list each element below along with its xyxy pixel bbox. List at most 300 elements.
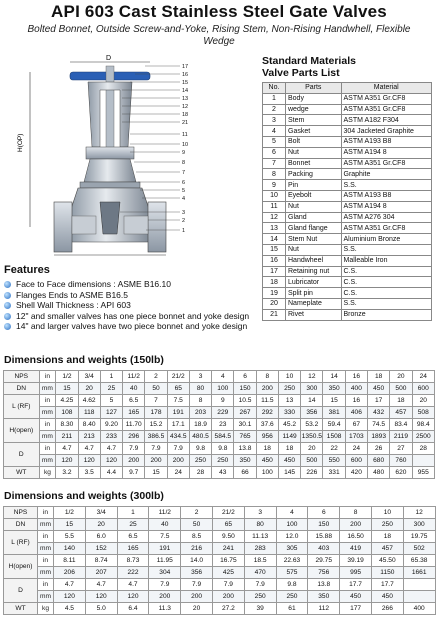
dims-row-label: WT (4, 603, 38, 615)
dims-cell: 213 (78, 431, 100, 443)
dims-cell: 457 (390, 407, 412, 419)
dims-cell: 40 (123, 383, 145, 395)
parts-row (263, 201, 432, 212)
dims-cell: 140 (54, 543, 86, 555)
dims-cell: 450 (368, 383, 390, 395)
dims-cell: 24 (412, 371, 434, 383)
feature-item (4, 311, 259, 322)
dims-cell: 65 (212, 519, 244, 531)
dims-cell: 7.5 (167, 395, 189, 407)
dims-cell: 23 (212, 419, 234, 431)
dims-cell: 66 (234, 467, 256, 479)
parts-list-table (262, 82, 432, 321)
dims-cell: 4.7 (117, 579, 149, 591)
dims-unit: kg (38, 603, 54, 615)
dims-cell: 406 (345, 407, 367, 419)
dims-cell: 11.5 (256, 395, 278, 407)
part-no: 15 (263, 244, 286, 255)
dims-cell: 250 (371, 519, 403, 531)
callout-number: 5 (182, 188, 186, 194)
dims-cell: 4.7 (54, 579, 86, 591)
dims-cell: 13 (278, 395, 300, 407)
callout-number: 10 (182, 142, 189, 148)
parts-row (263, 180, 432, 191)
dims-cell: 21/2 (212, 507, 244, 519)
dims-cell (403, 579, 435, 591)
dims-row (4, 531, 436, 543)
part-material: S.S. (341, 244, 432, 255)
bullet-icon (4, 292, 11, 299)
callout-number: 1 (182, 228, 186, 234)
dims-unit: in (39, 419, 56, 431)
dims-cell: 7.9 (149, 579, 181, 591)
dims-unit: in (39, 443, 56, 455)
dims-cell: 8 (256, 371, 278, 383)
dims-cell: 15 (56, 383, 78, 395)
callout-number: 16 (182, 72, 189, 78)
dims-cell: 20 (85, 519, 117, 531)
dims-cell: 9 (212, 395, 234, 407)
dims-cell: 1893 (368, 431, 390, 443)
dims-cell: 200 (340, 519, 372, 531)
dims-cell: 9.7 (123, 467, 145, 479)
part-material: ASTM A193 B8 (341, 136, 432, 147)
dims-cell: 7 (145, 395, 167, 407)
dims-cell: 207 (85, 567, 117, 579)
dims-cell: 30.1 (234, 419, 256, 431)
part-no: 16 (263, 255, 286, 266)
part-name: Nut (286, 244, 342, 255)
dims-cell: 400 (403, 603, 435, 615)
dims-cell: 203 (189, 407, 211, 419)
dims-cell: 39.19 (340, 555, 372, 567)
dims-cell: 9.8 (276, 579, 308, 591)
dims-cell: 14 (323, 371, 345, 383)
dims-cell: 1149 (278, 431, 300, 443)
dims-cell: 100 (212, 383, 234, 395)
dims-unit: kg (39, 467, 56, 479)
dims-cell: 2500 (412, 431, 434, 443)
part-material: Graphite (341, 169, 432, 180)
dims-cell (412, 455, 434, 467)
part-no: 10 (263, 190, 286, 201)
dims-cell: 16.50 (340, 531, 372, 543)
dims-cell: 10.5 (234, 395, 256, 407)
dims-cell: 350 (323, 383, 345, 395)
part-name: wedge (286, 104, 342, 115)
dims-cell: 3/4 (85, 507, 117, 519)
dims-cell: 4 (276, 507, 308, 519)
page-subtitle: Bolted Bonnet, Outside Screw-and-Yoke, Rising Stem, Non-Rising Handwhell, Flexible Wedge (27, 24, 411, 47)
dims-cell: 7.9 (212, 579, 244, 591)
features-title: Features (4, 264, 50, 276)
callout-number: 3 (182, 210, 186, 216)
dims-cell: 18 (390, 395, 412, 407)
part-name: Split pin (286, 288, 342, 299)
dims-cell: 120 (78, 455, 100, 467)
dims-cell: 1/2 (54, 507, 86, 519)
dims-cell: 15.2 (145, 419, 167, 431)
parts-row (263, 147, 432, 158)
dims-cell: 108 (56, 407, 78, 419)
feature-text: 14" and larger valves have two piece bonnet and yoke design (16, 321, 248, 332)
dims-row-label: WT (4, 467, 40, 479)
dims-cell: 150 (308, 519, 340, 531)
parts-row (263, 309, 432, 320)
parts-row (263, 190, 432, 201)
dims-row (4, 507, 436, 519)
dims-cell: 600 (345, 455, 367, 467)
dims-cell: 1350.5 (301, 431, 323, 443)
table-300lb-title: Dimensions and weights (300lb) (4, 490, 164, 502)
part-name: Handwheel (286, 255, 342, 266)
dims-cell: 500 (301, 455, 323, 467)
dims-cell: 331 (323, 467, 345, 479)
dims-row-label: D (4, 443, 40, 467)
dims-row (4, 591, 436, 603)
part-no: 1 (263, 93, 286, 104)
feature-item (4, 321, 259, 332)
dims-cell: 500 (390, 383, 412, 395)
parts-row (263, 93, 432, 104)
dims-cell: 1150 (371, 567, 403, 579)
callout-number: 2 (182, 218, 186, 224)
dims-cell: 211 (56, 431, 78, 443)
dims-cell: 18 (371, 531, 403, 543)
part-no: 5 (263, 136, 286, 147)
dims-cell: 145 (278, 467, 300, 479)
dims-cell: 6.5 (123, 395, 145, 407)
part-no: 13 (263, 223, 286, 234)
dims-cell: 4.7 (78, 443, 100, 455)
dims-cell: 7.9 (167, 443, 189, 455)
callout-number: 7 (182, 170, 186, 176)
dims-cell: 4 (212, 371, 234, 383)
feature-item (4, 290, 259, 301)
part-no: 2 (263, 104, 286, 115)
dims-cell: 432 (368, 407, 390, 419)
dims-cell: 15 (323, 395, 345, 407)
dims-cell: 191 (167, 407, 189, 419)
callout-number: 12 (182, 104, 189, 110)
dims-cell: 39 (244, 603, 276, 615)
dims-cell: 5.0 (85, 603, 117, 615)
dims-row (4, 555, 436, 567)
dims-cell: 11.13 (244, 531, 276, 543)
dims-cell: 43 (212, 467, 234, 479)
dims-cell: 6.4 (117, 603, 149, 615)
dims-cell: 756 (308, 567, 340, 579)
dims-unit: in (39, 395, 56, 407)
dims-cell: 14 (301, 395, 323, 407)
dims-cell: 200 (167, 455, 189, 467)
dims-cell: 4.7 (56, 443, 78, 455)
dims-cell: 502 (403, 543, 435, 555)
dimensions-table-300lb (3, 506, 436, 615)
label-h: H(OP) (17, 133, 24, 152)
dims-cell: 3 (244, 507, 276, 519)
dims-cell: 98.4 (412, 419, 434, 431)
part-no: 14 (263, 234, 286, 245)
callout-number: 11 (182, 132, 188, 138)
dims-cell: 25 (100, 383, 122, 395)
dims-cell: 45.50 (371, 555, 403, 567)
valve-drawing (10, 52, 200, 257)
part-no: 8 (263, 169, 286, 180)
callout-number: 6 (182, 180, 186, 186)
dims-cell: 300 (301, 383, 323, 395)
part-name: Packing (286, 169, 342, 180)
dims-cell: 6.5 (117, 531, 149, 543)
dims-cell: 22 (323, 443, 345, 455)
dims-cell: 508 (412, 407, 434, 419)
part-no: 6 (263, 147, 286, 158)
dims-cell: 11/2 (123, 371, 145, 383)
dims-cell: 80 (189, 383, 211, 395)
dims-cell: 100 (256, 467, 278, 479)
dims-cell: 177 (340, 603, 372, 615)
dims-cell: 12 (403, 507, 435, 519)
dims-cell: 250 (278, 383, 300, 395)
dims-cell: 11.70 (123, 419, 145, 431)
standard-materials-title-line2: Valve Parts List (262, 67, 340, 79)
dims-cell: 1661 (403, 567, 435, 579)
dims-cell: 2 (145, 371, 167, 383)
dims-cell: 120 (56, 455, 78, 467)
dims-row-label: H(open) (4, 419, 40, 443)
dims-cell: 233 (100, 431, 122, 443)
dims-cell: 350 (308, 591, 340, 603)
dims-cell: 956 (256, 431, 278, 443)
part-name: Bolt (286, 136, 342, 147)
dims-cell: 267 (234, 407, 256, 419)
feature-text: 12" and smaller valves has one piece bonnet and yoke design (16, 310, 250, 321)
dims-cell: 550 (323, 455, 345, 467)
dims-cell: 16 (345, 371, 367, 383)
part-name: Nameplate (286, 298, 342, 309)
part-name: Pin (286, 180, 342, 191)
callout-number: 14 (182, 88, 189, 94)
dims-cell: 680 (368, 455, 390, 467)
dims-unit: mm (38, 567, 54, 579)
dims-cell: 226 (301, 467, 323, 479)
dims-cell: 61 (276, 603, 308, 615)
dims-cell: 8.11 (54, 555, 86, 567)
dims-unit: mm (38, 543, 54, 555)
dims-cell: 200 (256, 383, 278, 395)
part-name: Nut (286, 201, 342, 212)
dims-cell: 1508 (323, 431, 345, 443)
part-material: ASTM A194 8 (341, 147, 432, 158)
dims-cell: 14.0 (181, 555, 213, 567)
dims-cell: 22.63 (276, 555, 308, 567)
dims-cell: 1/2 (56, 371, 78, 383)
feature-text: Flanges Ends to ASME B16.5 (16, 289, 128, 300)
dims-cell: 9.50 (212, 531, 244, 543)
dims-cell: 584.5 (212, 431, 234, 443)
dims-cell: 5.5 (54, 531, 86, 543)
part-name: Gland (286, 212, 342, 223)
dims-cell: 20 (301, 443, 323, 455)
parts-row (263, 234, 432, 245)
dims-cell: 67 (345, 419, 367, 431)
dims-cell: 120 (54, 591, 86, 603)
dims-cell: 450 (256, 455, 278, 467)
dims-cell: 450 (340, 591, 372, 603)
dims-cell: 8.30 (56, 419, 78, 431)
part-no: 7 (263, 158, 286, 169)
dimensions-table-150lb (3, 370, 435, 479)
dims-cell: 5 (100, 395, 122, 407)
dims-cell: 200 (149, 591, 181, 603)
dims-cell: 21/2 (167, 371, 189, 383)
standard-materials-title-line1: Standard Materials (262, 55, 356, 67)
dims-cell: 216 (181, 543, 213, 555)
part-no: 9 (263, 180, 286, 191)
dims-cell: 112 (308, 603, 340, 615)
dims-cell: 11/2 (149, 507, 181, 519)
parts-row (263, 115, 432, 126)
dims-cell: 420 (345, 467, 367, 479)
dims-cell: 425 (212, 567, 244, 579)
dims-row-label: NPS (4, 371, 40, 383)
part-material: ASTM A276 304 (341, 212, 432, 223)
dims-cell: 7.9 (145, 443, 167, 455)
dims-row-label: DN (4, 383, 40, 395)
dims-cell: 480 (368, 467, 390, 479)
dims-cell: 300 (403, 519, 435, 531)
dims-cell: 200 (181, 591, 213, 603)
standard-materials-title (262, 55, 356, 79)
dims-cell: 241 (212, 543, 244, 555)
dims-cell: 120 (117, 591, 149, 603)
dims-cell: 45.2 (278, 419, 300, 431)
dims-cell: 59.4 (323, 419, 345, 431)
dims-cell: 6.0 (85, 531, 117, 543)
dims-row (4, 419, 435, 431)
dims-cell: 178 (145, 407, 167, 419)
dims-cell: 16.75 (212, 555, 244, 567)
dims-cell: 4.7 (85, 579, 117, 591)
feature-text: Shell Wall Thickness : API 603 (16, 300, 131, 311)
dims-cell: 3.2 (56, 467, 78, 479)
part-no: 12 (263, 212, 286, 223)
dims-cell: 24 (345, 443, 367, 455)
parts-row (263, 244, 432, 255)
parts-row (263, 288, 432, 299)
dims-cell: 3.5 (78, 467, 100, 479)
dims-cell: 150 (234, 383, 256, 395)
dims-cell: 4.62 (78, 395, 100, 407)
dims-cell: 65 (167, 383, 189, 395)
dims-cell: 1 (100, 371, 122, 383)
dims-row (4, 383, 435, 395)
part-name: Rivet (286, 309, 342, 320)
part-name: Gland flange (286, 223, 342, 234)
dims-unit: mm (39, 431, 56, 443)
dims-cell: 120 (85, 591, 117, 603)
dims-cell: 18 (256, 443, 278, 455)
dims-row-label: D (4, 579, 38, 603)
part-material: S.S. (341, 298, 432, 309)
part-material: C.S. (341, 277, 432, 288)
dims-cell: 9.8 (212, 443, 234, 455)
part-material: ASTM A351 Gr.CF8 (341, 158, 432, 169)
dims-cell: 28 (189, 467, 211, 479)
dims-cell: 7.9 (181, 579, 213, 591)
dims-cell: 8 (340, 507, 372, 519)
dims-cell: 74.5 (368, 419, 390, 431)
dims-row (4, 567, 436, 579)
dims-cell: 350 (234, 455, 256, 467)
dims-unit: in (38, 555, 54, 567)
dims-cell: 250 (189, 455, 211, 467)
dims-cell: 17.1 (167, 419, 189, 431)
part-name: Stem (286, 115, 342, 126)
dims-cell: 250 (212, 455, 234, 467)
parts-row (263, 158, 432, 169)
dims-cell: 450 (371, 591, 403, 603)
part-material: C.S. (341, 266, 432, 277)
features-list (4, 279, 259, 332)
dims-cell: 292 (256, 407, 278, 419)
dims-cell: 20 (181, 603, 213, 615)
dims-cell: 480.5 (189, 431, 211, 443)
dims-cell: 229 (212, 407, 234, 419)
dims-cell: 7.9 (123, 443, 145, 455)
dims-cell: 765 (234, 431, 256, 443)
dims-cell: 8.73 (117, 555, 149, 567)
dims-row-label: NPS (4, 507, 38, 519)
dims-cell: 3/4 (78, 371, 100, 383)
dims-row (4, 407, 435, 419)
parts-row (263, 136, 432, 147)
dims-cell: 29.75 (308, 555, 340, 567)
dims-cell: 50 (181, 519, 213, 531)
dims-cell: 15 (145, 467, 167, 479)
dims-cell (403, 591, 435, 603)
parts-header-no: No. (263, 83, 286, 94)
table-150lb-title: Dimensions and weights (150lb) (4, 354, 164, 366)
dims-cell: 13.8 (234, 443, 256, 455)
dims-cell: 266 (371, 603, 403, 615)
callout-number: 13 (182, 96, 189, 102)
dims-cell: 8.40 (78, 419, 100, 431)
dims-row-label: L (RF) (4, 395, 40, 419)
dims-cell: 4.4 (100, 467, 122, 479)
part-no: 4 (263, 126, 286, 137)
dims-cell: 13.8 (308, 579, 340, 591)
callout-number: 4 (182, 196, 186, 202)
dims-cell: 9.20 (100, 419, 122, 431)
dims-cell: 100 (276, 519, 308, 531)
dims-row (4, 455, 435, 467)
dims-cell: 20 (390, 371, 412, 383)
dims-cell: 20 (412, 395, 434, 407)
label-d: D (106, 55, 112, 62)
dims-cell: 206 (54, 567, 86, 579)
dims-row (4, 431, 435, 443)
dims-cell: 12 (301, 371, 323, 383)
dims-cell: 403 (308, 543, 340, 555)
part-no: 11 (263, 201, 286, 212)
dims-cell: 120 (100, 455, 122, 467)
part-no: 19 (263, 288, 286, 299)
dims-cell: 995 (340, 567, 372, 579)
dims-cell: 450 (278, 455, 300, 467)
part-material: ASTM A351 Gr.CF8 (341, 93, 432, 104)
part-material: Bronze (341, 309, 432, 320)
